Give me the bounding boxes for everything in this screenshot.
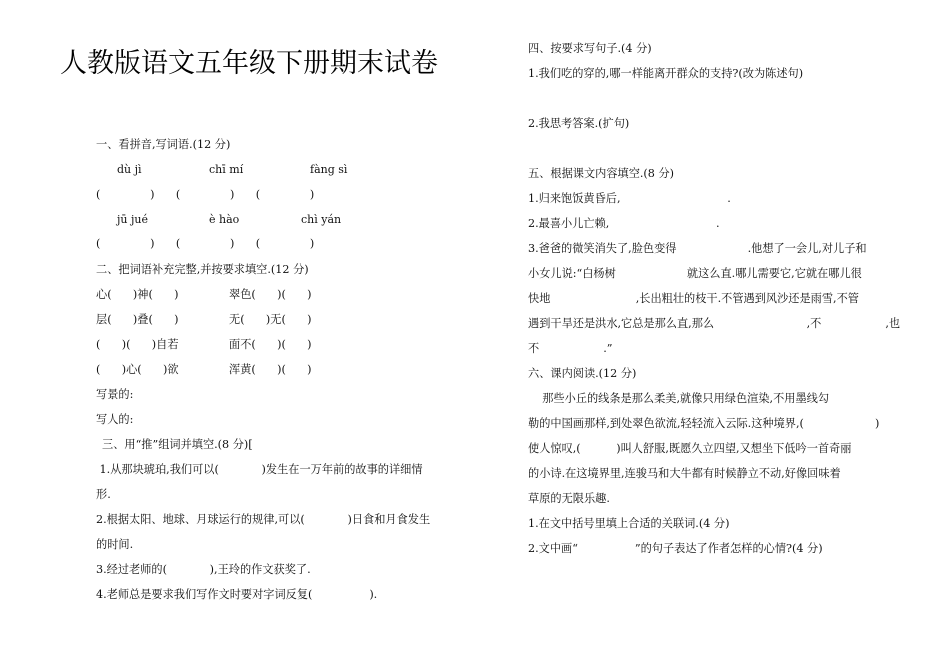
question-5-1: 1.归来饱饭黄昏后, .: [528, 192, 731, 205]
question-6-1: 1.在文中括号里填上合适的关联词.(4 分): [528, 517, 730, 530]
question-5-3-line-5: 不 .”: [528, 342, 613, 355]
pinyin-fang-si: fàng sì: [310, 163, 348, 176]
passage-line-1: 那些小丘的线条是那么柔美,就像只用绿色渲染,不用墨线勾: [528, 392, 830, 405]
passage-line-4: 的小诗.在这境界里,连骏马和大牛都有时候静立不动,好像回味着: [528, 467, 841, 480]
idiom-row-1-left: 心( )神( ): [96, 288, 179, 301]
scenery-words-label: 写景的:: [96, 388, 134, 401]
question-5-2: 2.最喜小儿亡赖, .: [528, 217, 720, 230]
idiom-row-1-right: 翠色( )( ): [229, 288, 312, 301]
question-5-3-line-4: 遇到干旱还是洪水,它总是那么直,那么 ,不 ,也: [528, 317, 901, 330]
passage-line-3: 使人惊叹,( )叫人舒服,既愿久立四望,又想坐下低吟一首奇丽: [528, 442, 852, 455]
question-3-2-line-2: 的时间.: [96, 538, 134, 551]
people-words-label: 写人的:: [96, 413, 134, 426]
idiom-row-4-left: ( )心( )欲: [96, 363, 179, 376]
pinyin-chi-yan: chì yán: [301, 213, 342, 226]
question-4-2: 2.我思考答案.(扩句): [528, 117, 630, 130]
question-5-3-line-3: 快地 ,长出粗壮的枝干.不管遇到风沙还是雨雪,不管: [528, 292, 859, 305]
idiom-row-2-right: 无( )无( ): [229, 313, 312, 326]
section-1-heading: 一、看拼音,写词语.(12 分): [96, 138, 231, 151]
section-4-heading: 四、按要求写句子.(4 分): [528, 42, 652, 55]
pinyin-chi-mi: chī mí: [209, 163, 244, 176]
question-3-3: 3.经过老师的( ),王玲的作文获奖了.: [96, 563, 311, 576]
page-title: 人教版语文五年级下册期末试卷: [60, 48, 438, 79]
pinyin-du-ji: dù jì: [117, 163, 142, 176]
section-5-heading: 五、根据课文内容填空.(8 分): [528, 167, 675, 180]
question-5-3-line-1: 3.爸爸的微笑消失了,脸色变得 .他想了一会儿,对儿子和: [528, 242, 867, 255]
passage-line-5: 草原的无限乐趣.: [528, 492, 610, 505]
question-6-2: 2.文中画“ ”的句子表达了作者怎样的心情?(4 分): [528, 542, 823, 555]
section-3-heading: 三、用“推”组词并填空.(8 分)[: [102, 438, 253, 451]
section-2-heading: 二、把词语补充完整,并按要求填空.(12 分): [96, 263, 309, 276]
idiom-row-2-left: 层( )叠( ): [96, 313, 179, 326]
answer-boxes-row-1: ( ) ( ) ( ): [96, 188, 315, 201]
idiom-row-3-left: ( )( )自若: [96, 338, 179, 351]
pinyin-e-hao: è hào: [209, 213, 240, 226]
answer-boxes-row-2: ( ) ( ) ( ): [96, 237, 315, 250]
question-3-2-line-1: 2.根据太阳、地球、月球运行的规律,可以( )日食和月食发生: [96, 513, 431, 526]
question-3-1-line-2: 形.: [96, 488, 111, 501]
idiom-row-4-right: 浑黄( )( ): [229, 363, 312, 376]
pinyin-ju-jue: jū jué: [117, 213, 148, 226]
passage-line-2: 勒的中国画那样,到处翠色欲流,轻轻流入云际.这种境界,( ): [528, 417, 880, 430]
question-5-3-line-2: 小女儿说:“白杨树 就这么直.哪儿需要它,它就在哪儿很: [528, 267, 862, 280]
idiom-row-3-right: 面不( )( ): [229, 338, 312, 351]
question-3-4: 4.老师总是要求我们写作文时要对字词反复( ).: [96, 588, 378, 601]
question-4-1: 1.我们吃的穿的,哪一样能离开群众的支持?(改为陈述句): [528, 67, 804, 80]
section-6-heading: 六、课内阅读.(12 分): [528, 367, 637, 380]
question-3-1-line-1: 1.从那块琥珀,我们可以( )发生在一万年前的故事的详细情: [96, 463, 423, 476]
